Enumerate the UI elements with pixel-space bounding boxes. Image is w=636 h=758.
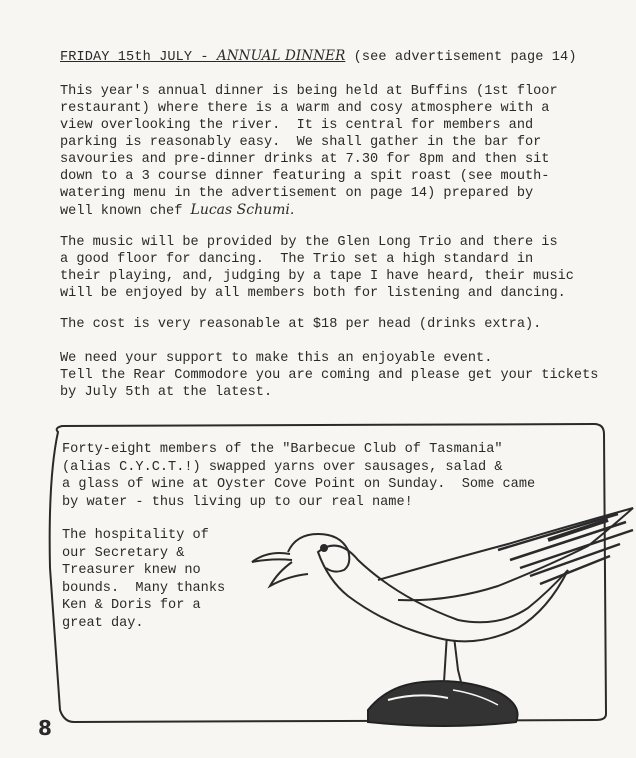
gull-body — [318, 546, 568, 642]
page-number: 8 — [38, 716, 52, 740]
heading-suffix: (see advertisement page 14) — [345, 50, 577, 65]
seagull-drawing-icon — [248, 500, 636, 730]
paragraph-venue — [60, 83, 558, 220]
gull-beak — [252, 553, 308, 586]
chef-name: Lucas Schumi. — [190, 202, 295, 218]
paragraph-support: We need your support to make this an enjoyable event. Tell the Rear Commodore you are coming and please get your tickets by July 5th at the latest. — [60, 351, 599, 400]
heading-title: ANNUAL DINNER — [216, 48, 346, 64]
barbecue-club-text: Forty-eight members of the "Barbecue Club of Tasmania" (alias C.Y.C.T.!) swapped yarns over sausages, salad & a glass of wine at Oyster Cove Point on Sunday. Some came by water - thus living up to our real name! — [62, 442, 536, 510]
hospitality-text: The hospitality of our Secretary & Treasurer knew no bounds. Many thanks Ken & Doris for a great day. — [62, 528, 226, 631]
paragraph-cost: The cost is very reasonable at $18 per head (drinks extra). — [60, 317, 542, 332]
heading-prefix: FRIDAY 15th JULY - — [60, 50, 217, 65]
dinner-heading — [60, 48, 577, 65]
paragraph-venue-text: This year's annual dinner is being held at Buffins (1st floor restaurant) where there is a warm and cosy atmosphere with a view overlooking the river. It is central for members and parking is reasonably easy. We shall gather in the bar for savouries and pre-dinner drinks at 7.30 for 8pm and then sit down to a 3 course dinner featuring a spit roast (see mouth- watering menu in the advertisement on page 14) prepared by well known chef — [60, 84, 558, 219]
gull-eye — [320, 544, 328, 552]
paragraph-music: The music will be provided by the Glen Long Trio and there is a good floor for dancing. The Trio set a high standard in their playing, and, judging by a tape I have heard, their music will be enjoyed by all members both for listening and dancing. — [60, 235, 574, 301]
